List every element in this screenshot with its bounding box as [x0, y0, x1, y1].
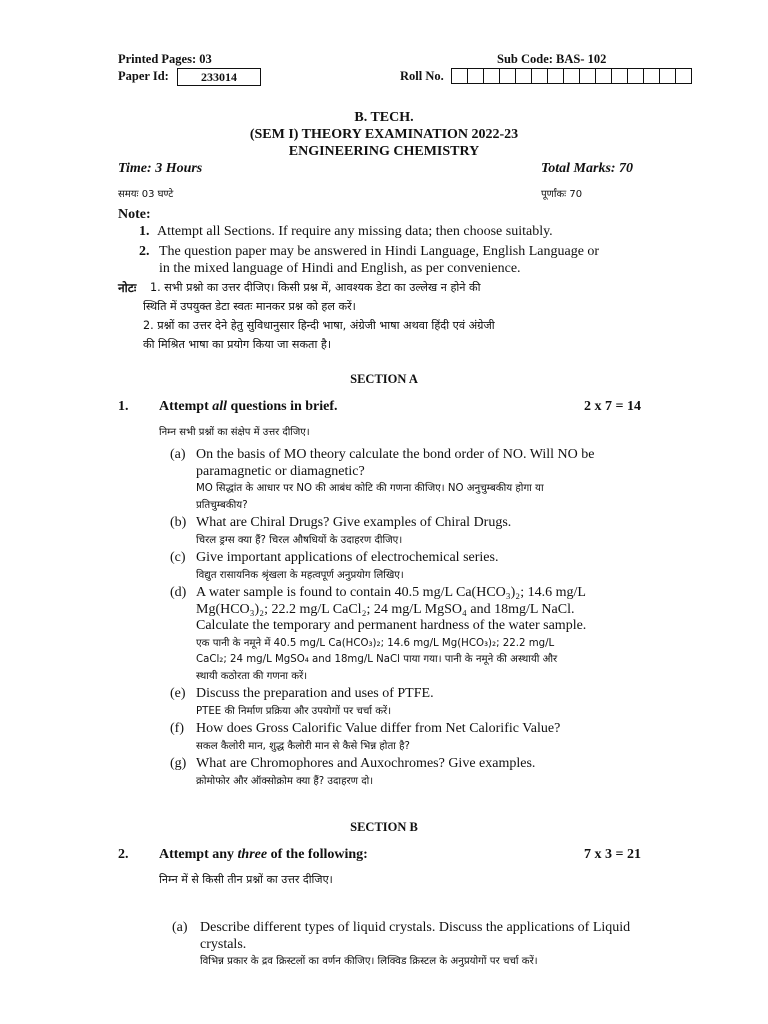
q2-instruction-em: three — [237, 847, 268, 862]
question-hindi-line: क्रोमोफोर और ऑक्सोक्रोम क्या हैं? उदाहरण दो। — [196, 775, 374, 787]
roll-no-boxes[interactable] — [452, 68, 692, 84]
question-hindi-line: PTEE की निर्माण प्रक्रिया और उपयोगों पर चर्चा करें। — [196, 705, 392, 717]
question-label: (c) — [170, 550, 186, 565]
roll-no-box[interactable] — [611, 68, 628, 84]
question-label: (f) — [170, 721, 184, 736]
q2-marks: 7 x 3 = 21 — [584, 847, 641, 862]
printed-pages: Printed Pages: 03 — [118, 52, 212, 66]
total-marks-label: Total Marks: 70 — [541, 161, 634, 176]
q2-instruction-pre: Attempt any — [159, 847, 238, 862]
question-hindi-line: प्रतिचुम्बकीय? — [196, 499, 248, 511]
question-text-line: A water sample is found to contain 40.5 mg/L Ca(HCO₃)₂; 14.6 mg/L — [196, 585, 586, 600]
roll-no-box[interactable] — [515, 68, 532, 84]
q1-instruction — [159, 399, 338, 415]
title-exam: (SEM I) THEORY EXAMINATION 2022-23 — [249, 127, 519, 142]
question-text-line: paramagnetic or diamagnetic? — [196, 463, 365, 479]
roll-no-box[interactable] — [547, 68, 564, 84]
q2-instruction-post: of the following: — [267, 847, 368, 862]
section-a-heading: SECTION A — [350, 372, 418, 386]
question-text-line: Describe different types of liquid crystals. Discuss the applications of Liquid — [200, 920, 631, 935]
question-hindi-line: चिरल ड्रग्स क्या हैं? चिरल औषधियों के उदाहरण दीजिए। — [196, 534, 403, 546]
sub-code: Sub Code: BAS- 102 — [497, 52, 607, 66]
q1-instruction-pre: Attempt — [159, 399, 213, 414]
question-label: (a) — [172, 920, 188, 935]
roll-no-box[interactable] — [627, 68, 644, 84]
note-hindi-2b: की मिश्रित भाषा का प्रयोग किया जा सकता है। — [143, 338, 332, 351]
note-1-number: 1. — [139, 224, 150, 239]
q1-instruction-post: questions in brief. — [227, 399, 338, 414]
marks-hindi: पूर्णांकः 70 — [541, 189, 583, 200]
note-2-text-1: The question paper may be answered in Hindi Language, English Language or — [159, 244, 600, 259]
roll-no-box[interactable] — [499, 68, 516, 84]
q1-instruction-em: all — [212, 399, 228, 414]
question-hindi-line: स्थायी कठोरता की गणना करें। — [196, 670, 308, 682]
time-hindi: समयः 03 घण्टे — [118, 189, 174, 200]
roll-no-box[interactable] — [531, 68, 548, 84]
question-hindi-line: MO सिद्धांत के आधार पर NO की आबंध कोटि की गणना कीजिए। NO अनुचुम्बकीय होगा या — [196, 483, 544, 494]
q1-marks: 2 x 7 = 14 — [584, 399, 641, 414]
roll-no-box[interactable] — [579, 68, 596, 84]
note-label: Note: — [118, 207, 151, 222]
roll-no-label: Roll No. — [400, 69, 444, 83]
note-hindi-1b: स्थिति में उपयुक्त डेटा स्वतः मानकर प्रश्न को हल करें। — [143, 300, 356, 313]
q2-number: 2. — [118, 847, 129, 862]
note-1-text: Attempt all Sections. If require any missing data; then choose suitably. — [157, 224, 553, 239]
question-text-line: Calculate the temporary and permanent hardness of the water sample. — [196, 618, 587, 633]
roll-no-box[interactable] — [451, 68, 468, 84]
question-text-line: What are Chromophores and Auxochromes? Give examples. — [196, 756, 536, 771]
question-text-line: Mg(HCO₃)₂; 22.2 mg/L CaCl₂; 24 mg/L MgSO₄ and 18mg/L NaCl. — [196, 601, 575, 617]
note-2-number: 2. — [139, 244, 150, 259]
section-b-heading: SECTION B — [350, 820, 418, 834]
question-text-line: Give important applications of electrochemical series. — [196, 550, 499, 565]
question-label: (b) — [170, 515, 187, 530]
question-text-line: On the basis of MO theory calculate the bond order of NO. Will NO be — [196, 447, 595, 462]
question-hindi-line: विद्युत रासायनिक श्रृंखला के महत्वपूर्ण अनुप्रयोग लिखिए। — [196, 569, 404, 581]
question-hindi-line: CaCl₂; 24 mg/L MgSO₄ and 18mg/L NaCl पाया गया। पानी के नमूने की अस्थायी और — [196, 654, 558, 665]
roll-no-box[interactable] — [643, 68, 660, 84]
roll-no-box[interactable] — [675, 68, 692, 84]
question-text-line: What are Chiral Drugs? Give examples of Chiral Drugs. — [196, 515, 512, 530]
q1-number: 1. — [118, 399, 129, 414]
note-2-text-2: in the mixed language of Hindi and English, as per convenience. — [159, 261, 521, 276]
note-hindi-label: नोटः — [118, 281, 137, 295]
question-text-line: How does Gross Calorific Value differ from Net Calorific Value? — [196, 721, 561, 736]
time-label: Time: 3 Hours — [118, 161, 203, 176]
question-label: (e) — [170, 686, 186, 701]
roll-no-box[interactable] — [483, 68, 500, 84]
question-text-line: crystals. — [200, 936, 247, 952]
question-text-line: Discuss the preparation and uses of PTFE. — [196, 686, 434, 701]
q2-instruction — [159, 847, 368, 863]
question-label: (d) — [170, 585, 187, 600]
question-hindi-line: एक पानी के नमूने में 40.5 mg/L Ca(HCO₃)₂; 14.6 mg/L Mg(HCO₃)₂; 22.2 mg/L — [196, 637, 555, 649]
roll-no-box[interactable] — [659, 68, 676, 84]
question-label: (a) — [170, 447, 186, 462]
q2-hindi: निम्न में से किसी तीन प्रश्नों का उत्तर दीजिए। — [159, 873, 333, 886]
paper-id-label: Paper Id: — [118, 69, 169, 83]
roll-no-box[interactable] — [595, 68, 612, 84]
note-hindi-1a: 1. सभी प्रश्नो का उत्तर दीजिए। किसी प्रश्न में, आवश्यक डेटा का उल्लेख न होने की — [150, 281, 481, 294]
question-hindi-line: सकल कैलोरी मान, शुद्ध कैलोरी मान से कैसे भिन्न होता है? — [196, 740, 410, 752]
q1-hindi: निम्न सभी प्रश्नों का संक्षेप में उत्तर दीजिए। — [159, 427, 310, 438]
paper-id-value: 233014 — [177, 68, 261, 86]
roll-no-box[interactable] — [563, 68, 580, 84]
question-label: (g) — [170, 756, 187, 771]
note-hindi-2a: 2. प्रश्नों का उत्तर देने हेतु सुविधानुसार हिन्दी भाषा, अंग्रेजी भाषा अथवा हिंदी एवं अंग्रेजी — [143, 319, 495, 332]
title-subject: ENGINEERING CHEMISTRY — [288, 144, 480, 159]
roll-no-box[interactable] — [467, 68, 484, 84]
title-degree: B. TECH. — [354, 110, 414, 125]
question-hindi-line: विभिन्न प्रकार के द्रव क्रिस्टलों का वर्णन कीजिए। लिक्विड क्रिस्टल के अनुप्रयोगों पर चर्चा करें। — [200, 956, 538, 967]
